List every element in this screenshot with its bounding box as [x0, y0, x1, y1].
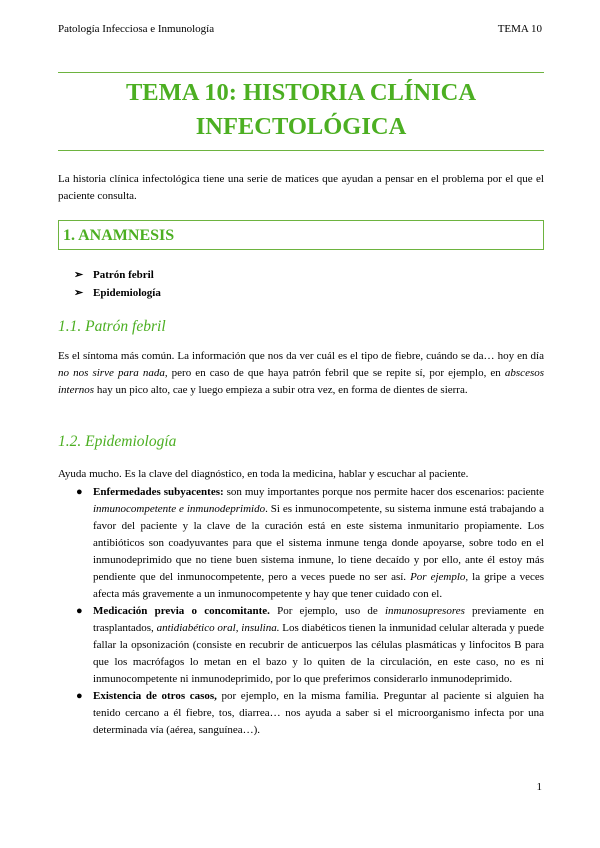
section-heading-box	[58, 220, 544, 250]
list-item-underlying-diseases: ● Enfermedades subyacentes: son muy importantes porque nos permite hacer dos escenarios: paciente inmunocompetente e inmunodeprimido. Si es inmunocompetente, su sistema inmune está trabajando a favor del paciente y la clave de la curación está en este sistema inmunitario propiamente. Los antibióticos son coadyuvantes para que el sistema inmune tenga donde apoyarse, sobre todo en el inmunodeprimido que no tiene buen sistema inmune, lo tiene decaído y por ello, ante él estoy más pendiente que del inmunocompetente, pero a veces puede no ser así. Por ejemplo, la gripe a veces afecta más gravemente a un inmunocompetente y hay que tener cuidado con el.	[76, 486, 544, 600]
outline-item: ➢ Patrón febril	[74, 266, 161, 284]
subsection-heading-epidemiology: 1.2. Epidemiología	[58, 433, 177, 450]
page-title-line-2: INFECTOLÓGICA	[195, 113, 407, 140]
section-heading: 1. ANAMNESIS	[63, 227, 175, 244]
page-title-line-1: TEMA 10: HISTORIA CLÍNICA	[125, 79, 477, 106]
running-header-title: Patología Infecciosa e Inmunología	[58, 23, 215, 35]
bullet-icon: ●	[76, 605, 83, 617]
section-outline	[74, 266, 161, 302]
list-item-other-cases: ● Existencia de otros casos, por ejemplo, en la misma familia. Preguntar al paciente si alguien ha tenido cercano a él fiebre, tos, diarrea… nos ayuda a saber si el microorganismo infecta por una determinada vía (aérea, sanguínea…).	[76, 690, 544, 736]
epidemiology-lead: Ayuda mucho. Es la clave del diagnóstico, en toda la medicina, hablar y escuchar al paciente.	[58, 468, 469, 480]
page-number: 1	[536, 781, 542, 793]
bullet-icon: ●	[76, 486, 83, 498]
fever-paragraph: Es el síntoma más común. La información que nos da ver cuál es el tipo de fiebre, cuándo se da… hoy en día no nos sirve para nada, pero en caso de que haya patrón febril que se repite sí, por ejemplo, en abscesos internos hay un pico alto, cae y luego empieza a subir otra vez, en forma de dientes de sierra.	[58, 350, 545, 396]
page-title	[58, 76, 544, 144]
title-rule-bottom	[58, 150, 544, 151]
title-rule-top	[58, 72, 544, 73]
bullet-icon: ●	[76, 690, 83, 702]
running-header-topic: TEMA 10	[497, 23, 542, 35]
subsection-heading-fever: 1.1. Patrón febril	[58, 318, 166, 335]
arrow-icon: ➢	[74, 269, 84, 281]
list-item-medication: ● Medicación previa o concomitante. Por ejemplo, uso de inmunosupresores previamente en trasplantados, antidiabético oral, insulina. Los diabéticos tienen la inmunidad celular alterada y puede fallar la opsonización (consiste en recubrir de anticuerpos las células plasmáticas y linfocitos B para que los macrófagos lo metan en el bazo y lo quiten de la circulación, en este caso, no es ni inmunocompetente ni inmunodeprimido, por lo que preferimos considerarlo inmunodeprimido.	[76, 605, 544, 685]
epidemiology-list	[58, 484, 544, 739]
intro-paragraph: La historia clínica infectológica tiene una serie de matices que ayudan a pensar en el problema por el que el paciente consulta.	[58, 173, 544, 202]
outline-item: ➢ Epidemiología	[74, 284, 161, 302]
arrow-icon: ➢	[74, 287, 84, 299]
